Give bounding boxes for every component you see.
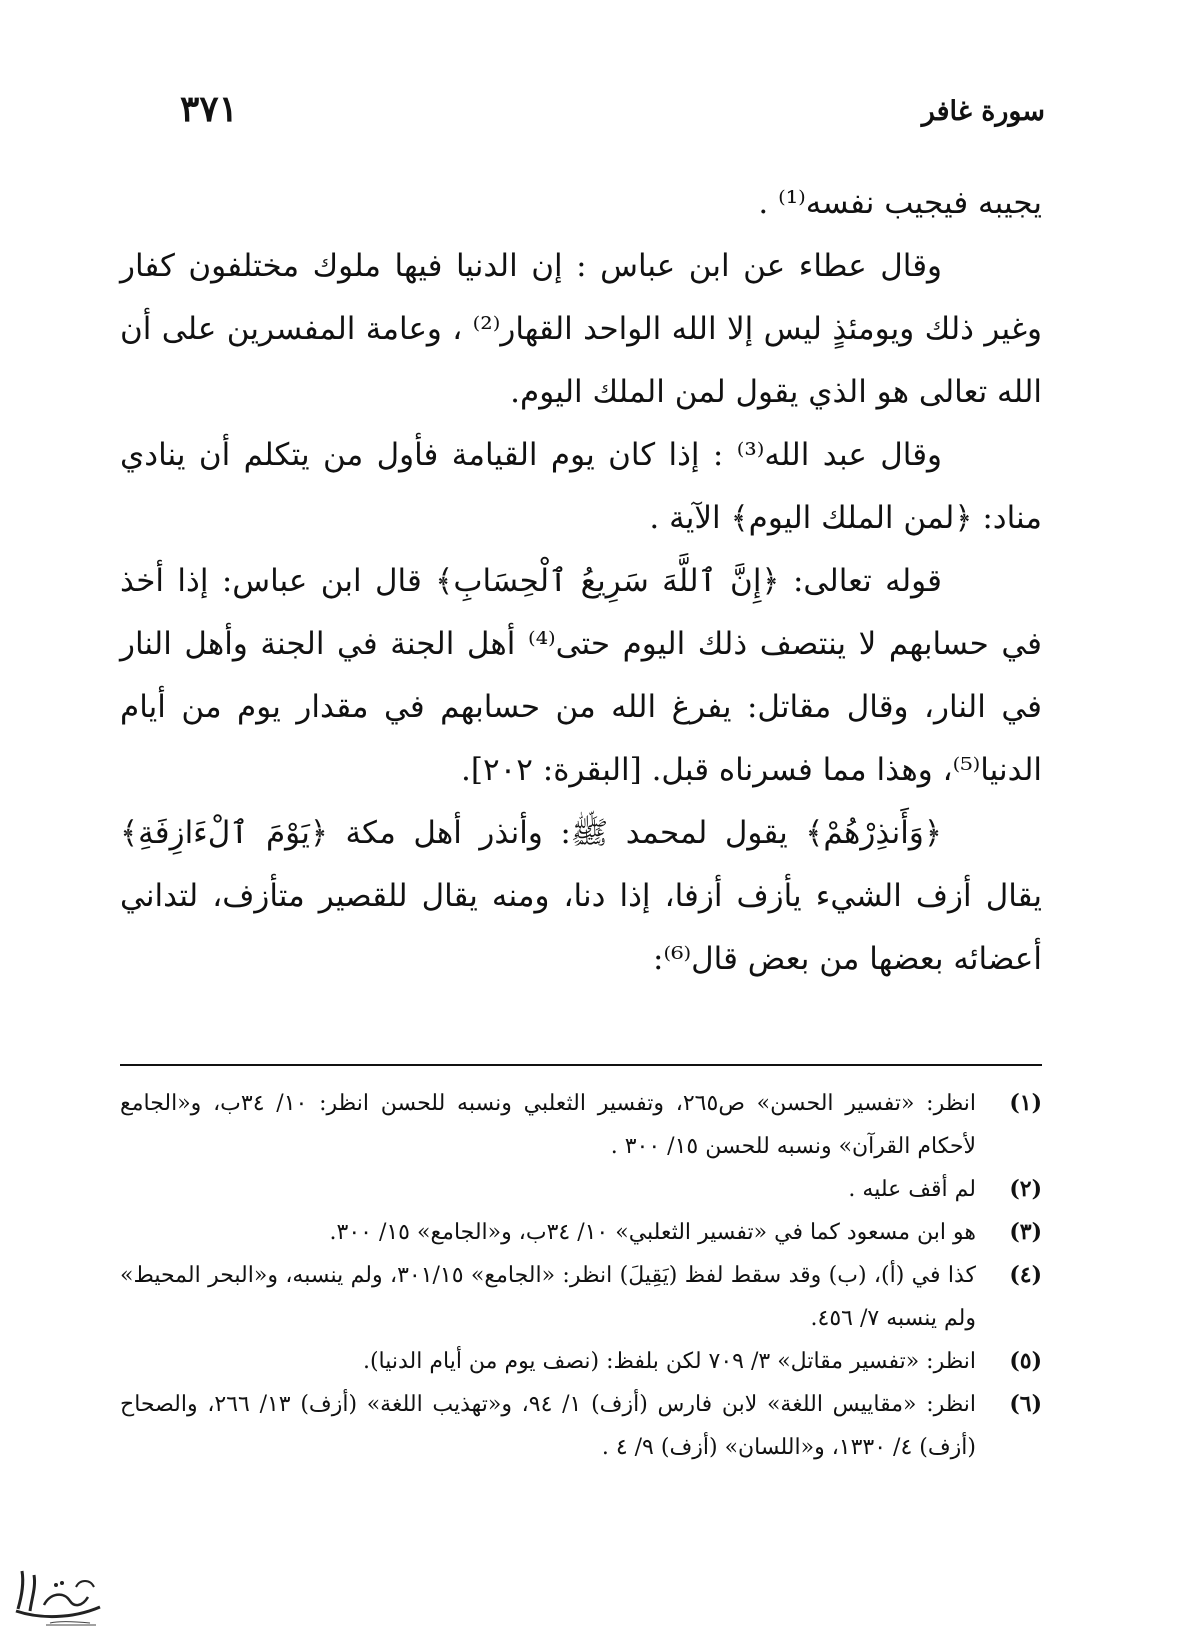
footnote-number: (١) (1009, 1090, 1043, 1116)
footnote-text: انظر: «تفسير مقاتل» ٣/ ٧٠٩ لكن بلفظ: (نصف يوم من أيام الدنيا). (362, 1349, 976, 1374)
footnote-number: (٣) (1009, 1219, 1042, 1245)
footnote-3 (120, 1211, 1042, 1254)
footnote-1 (120, 1082, 1042, 1168)
footnote-4 (120, 1254, 1042, 1340)
surah-title: سورة غافر (921, 96, 1045, 127)
paragraph-2: وقال عطاء عن ابن عباس : إن الدنيا فيها ملوك مختلفون كفار وغير ذلك ويومئذٍ ليس إلا الله الواحد القهار⁽²⁾ ، وعامة المفسرين على أن الله تعالى هو الذي يقول لمن الملك اليوم. (120, 248, 1042, 410)
footnote-number: (٥) (1009, 1348, 1042, 1374)
footnote-text: انظر: «مقاييس اللغة» لابن فارس (أزف) ١/ ٩٤، و«تهذيب اللغة» (أزف) ١٣/ ٢٦٦، والصحاح (أزف) ٤/ ١٣٣٠، و«اللسان» (أزف) ٩/ ٤ . (120, 1392, 977, 1460)
paragraph-5: ﴿وَأَنذِرْهُمْ﴾ يقول لمحمد ﷺ: وأنذر أهل مكة ﴿يَوْمَ ٱلْءَازِفَةِ﴾ يقال أزف الشيء يأزف أزفا، إذا دنا، ومنه يقال للقصير متأزف، لتداني أعضائه بعضها من بعض قال⁽⁶⁾: (120, 815, 1042, 977)
footnote-5 (120, 1340, 1042, 1383)
footnote-text: هو ابن مسعود كما في «تفسير الثعلبي» ١٠/ ٣٤ب، و«الجامع» ١٥/ ٣٠٠. (329, 1220, 976, 1245)
footnote-divider (120, 1064, 1042, 1066)
footnote-number: (٦) (1009, 1391, 1043, 1417)
footnote-text: انظر: «تفسير الحسن» ص٢٦٥، وتفسير الثعلبي ونسبه للحسن انظر: ١٠/ ٣٤ب، و«الجامع لأحكام القرآن» ونسبه للحسن ١٥/ ٣٠٠ . (120, 1091, 977, 1159)
footnote-text: كذا في (أ)، (ب) وقد سقط لفظ (يَقِيلَ) انظر: «الجامع» ٣٠١/١٥، ولم ينسبه، و«البحر المحيط» ولم ينسبه ٧/ ٤٥٦. (120, 1263, 976, 1331)
main-text (120, 172, 1042, 991)
page-number: ٣٧١ (180, 88, 239, 130)
paragraph-1: يجيبه فيجيب نفسه⁽¹⁾ . (758, 185, 1042, 221)
footnote-number: (٢) (1009, 1176, 1042, 1202)
page-header (180, 88, 1045, 148)
footnote-text: لم أقف عليه . (848, 1177, 976, 1202)
calligraphy-stamp-icon (10, 1565, 106, 1631)
stamp-drawing (10, 1565, 106, 1631)
footnotes (120, 1082, 1042, 1469)
footnote-2 (120, 1168, 1042, 1211)
paragraph-3: وقال عبد الله⁽³⁾ : إذا كان يوم القيامة فأول من يتكلم أن ينادي مناد: ﴿لمن الملك اليوم﴾ الآية . (120, 437, 1042, 536)
paragraph-4: قوله تعالى: ﴿إِنَّ ٱللَّهَ سَرِيعُ ٱلْحِسَابِ﴾ قال ابن عباس: إذا أخذ في حسابهم لا ينتصف ذلك اليوم حتى⁽⁴⁾ أهل الجنة في الجنة وأهل النار في النار، وقال مقاتل: يفرغ الله من حسابهم في مقدار يوم من أيام الدنيا⁽⁵⁾، وهذا مما فسرناه قبل. [البقرة: ٢٠٢]. (120, 563, 1042, 788)
footnote-number: (٤) (1009, 1262, 1042, 1288)
footnote-6 (120, 1383, 1042, 1469)
